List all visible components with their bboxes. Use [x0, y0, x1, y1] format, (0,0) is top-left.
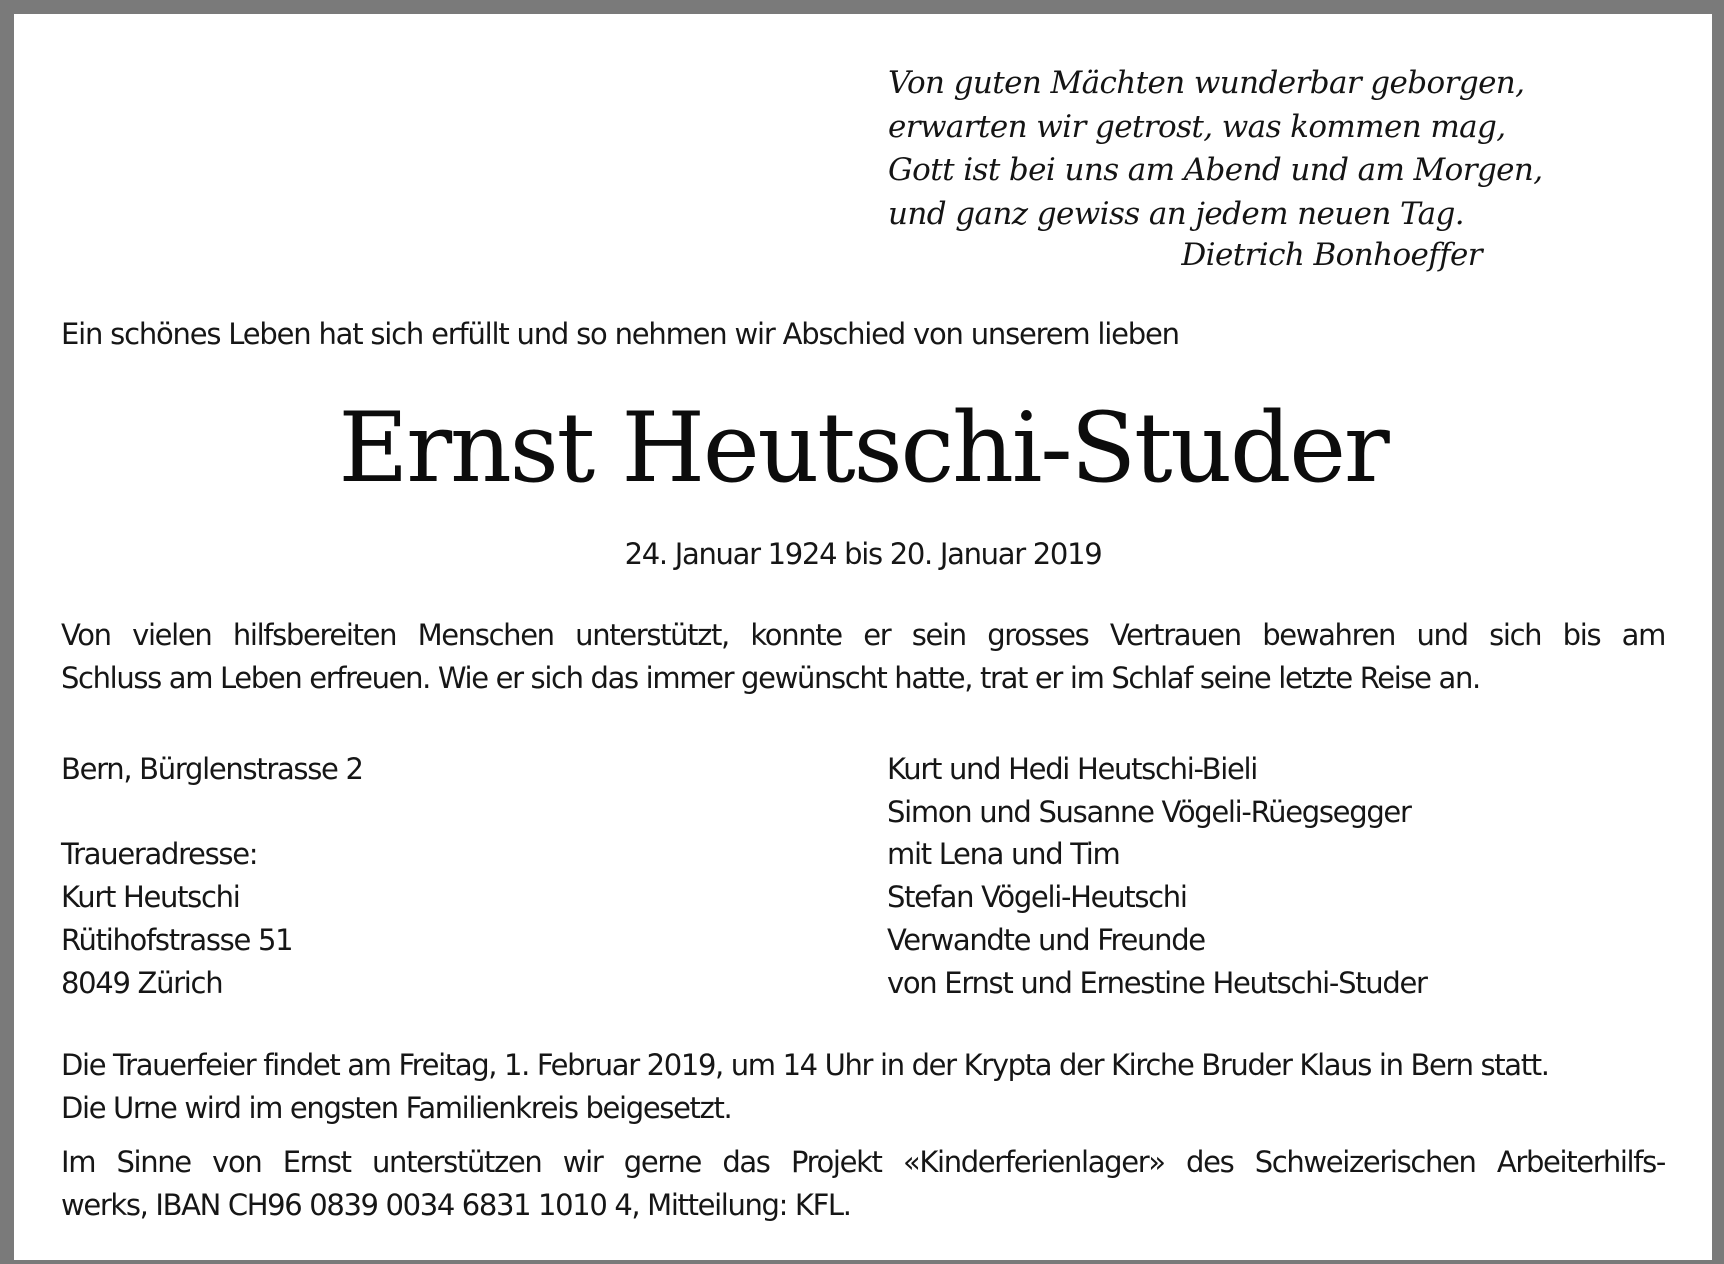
poem-line: erwarten wir getrost, was kommen mag,	[888, 108, 1506, 145]
poem-line: Gott ist bei uns am Abend und am Morgen,	[888, 152, 1543, 188]
mourners-list	[887, 748, 1427, 1004]
ceremony-paragraph	[61, 1044, 1665, 1129]
mourner-entry: von Ernst und Ernestine Heutschi-Studer	[887, 965, 1427, 1000]
address-block	[61, 748, 363, 1004]
donation-line: Im Sinne von Ernst unterstützen wir gerne das Projekt «Kinderferienlager» des Schweizerischen Arbeiterhilfs-	[61, 1145, 1665, 1179]
mourner-entry: Simon und Susanne Vögeli-Rüegsegger	[887, 794, 1411, 829]
poem-line: und ganz gewiss an jedem neuen Tag.	[888, 195, 1465, 232]
tribute-paragraph	[61, 614, 1665, 699]
ceremony-line: Die Urne wird im engsten Familienkreis beigesetzt.	[61, 1090, 732, 1125]
residence-address: Bern, Bürglenstrasse 2	[61, 752, 363, 786]
mourner-entry: Kurt und Hedi Heutschi-Bieli	[887, 752, 1258, 786]
mourning-address-label: Traueradresse:	[61, 837, 258, 872]
donation-paragraph	[61, 1141, 1665, 1226]
mourner-entry: mit Lena und Tim	[887, 837, 1120, 872]
ceremony-line: Die Trauerfeier findet am Freitag, 1. Februar 2019, um 14 Uhr in der Krypta der Kirche Bruder Klaus in Bern statt.	[61, 1048, 1549, 1082]
bonhoeffer-poem	[888, 62, 1543, 278]
obituary-page	[14, 14, 1712, 1260]
mourner-entry: Verwandte und Freunde	[887, 922, 1205, 957]
intro-text: Ein schönes Leben hat sich erfüllt und so nehmen wir Abschied von unserem lieben	[61, 317, 1179, 351]
life-dates: 24. Januar 1924 bis 20. Januar 2019	[624, 537, 1102, 571]
deceased-name: Ernst Heutschi-Studer	[338, 392, 1388, 504]
tribute-line: Von vielen hilfsbereiten Menschen unterstützt, konnte er sein grosses Vertrauen bewahren und sich bis am	[61, 618, 1665, 652]
contact-street: Rütihofstrasse 51	[61, 922, 293, 957]
poem-line: Von guten Mächten wunderbar geborgen,	[888, 65, 1525, 101]
tribute-line: Schluss am Leben erfreuen. Wie er sich das immer gewünscht hatte, trat er im Schlaf seine letzte Reise an.	[61, 660, 1480, 695]
donation-line: werks, IBAN CH96 0839 0034 6831 1010 4, Mitteilung: KFL.	[61, 1187, 851, 1222]
mourner-entry: Stefan Vögeli-Heutschi	[887, 880, 1187, 915]
spacer	[61, 791, 363, 834]
poem-author: Dietrich Bonhoeffer	[1181, 237, 1482, 273]
contact-name: Kurt Heutschi	[61, 880, 240, 915]
contact-city: 8049 Zürich	[61, 965, 223, 1000]
